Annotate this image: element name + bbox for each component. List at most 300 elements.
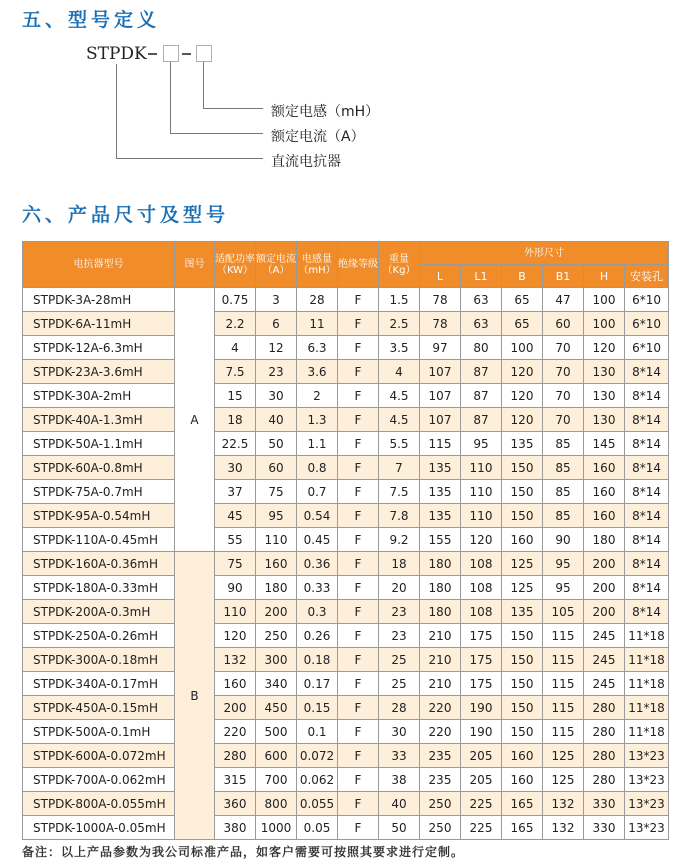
cell-inductance: 0.1 [297,720,338,744]
cell-dim-l1: 225 [461,816,502,840]
cell-power: 55 [215,528,256,552]
spec-table [22,241,669,840]
cell-dim-l1: 205 [461,744,502,768]
connector-line [170,62,171,133]
current-placeholder-box [163,45,179,62]
cell-model: STPDK-60A-0.8mH [23,456,175,480]
cell-dim-l1: 87 [461,360,502,384]
cell-inductance: 0.54 [297,504,338,528]
cell-dim-b1: 70 [543,384,584,408]
cell-dim-l1: 63 [461,312,502,336]
cell-weight: 23 [379,624,420,648]
cell-dim-h: 200 [584,552,625,576]
cell-dim-hole: 8*14 [625,576,669,600]
cell-dim-l1: 190 [461,720,502,744]
cell-model: STPDK-340A-0.17mH [23,672,175,696]
cell-power: 75 [215,552,256,576]
cell-insulation: F [338,288,379,312]
cell-dim-h: 280 [584,696,625,720]
table-row [23,648,669,672]
model-code: STPDK [86,44,147,64]
cell-weight: 25 [379,672,420,696]
cell-inductance: 0.062 [297,768,338,792]
cell-dim-h: 280 [584,744,625,768]
cell-dim-h: 200 [584,600,625,624]
cell-dim-hole: 8*14 [625,528,669,552]
cell-power: 18 [215,408,256,432]
cell-insulation: F [338,648,379,672]
connector-line [203,108,263,109]
cell-dim-l1: 80 [461,336,502,360]
cell-dim-l1: 110 [461,456,502,480]
cell-dim-l1: 175 [461,672,502,696]
cell-dim-l: 107 [420,408,461,432]
cell-weight: 28 [379,696,420,720]
cell-insulation: F [338,432,379,456]
dash-separator [182,53,191,55]
cell-dim-l1: 190 [461,696,502,720]
cell-dim-l: 78 [420,288,461,312]
table-row [23,456,669,480]
cell-dim-h: 100 [584,288,625,312]
table-row [23,720,669,744]
cell-inductance: 0.33 [297,576,338,600]
cell-current: 340 [256,672,297,696]
cell-inductance: 0.8 [297,456,338,480]
cell-dim-hole: 6*10 [625,288,669,312]
cell-dim-b1: 47 [543,288,584,312]
cell-dim-b1: 125 [543,744,584,768]
cell-dim-b: 135 [502,600,543,624]
table-row [23,744,669,768]
cell-dim-b: 165 [502,792,543,816]
cell-weight: 18 [379,552,420,576]
cell-dim-l: 135 [420,504,461,528]
cell-dim-b: 135 [502,432,543,456]
cell-inductance: 0.17 [297,672,338,696]
cell-dim-b: 120 [502,408,543,432]
cell-insulation: F [338,504,379,528]
cell-dim-l: 115 [420,432,461,456]
cell-dim-hole: 6*10 [625,336,669,360]
cell-insulation: F [338,768,379,792]
cell-weight: 7.8 [379,504,420,528]
cell-insulation: F [338,672,379,696]
cell-dim-l: 180 [420,600,461,624]
cell-weight: 20 [379,576,420,600]
table-row [23,384,669,408]
cell-power: 15 [215,384,256,408]
cell-power: 280 [215,744,256,768]
cell-dim-b1: 115 [543,624,584,648]
cell-dim-l: 180 [420,552,461,576]
cell-dim-hole: 13*23 [625,744,669,768]
cell-dim-b1: 132 [543,816,584,840]
table-row [23,552,669,576]
cell-dim-b: 165 [502,816,543,840]
cell-current: 95 [256,504,297,528]
table-row [23,528,669,552]
cell-inductance: 0.26 [297,624,338,648]
cell-dim-b: 125 [502,576,543,600]
table-row [23,360,669,384]
cell-current: 450 [256,696,297,720]
table-row [23,696,669,720]
header-figure: 图号 [175,242,215,288]
cell-insulation: F [338,408,379,432]
cell-dim-hole: 8*14 [625,600,669,624]
cell-weight: 23 [379,600,420,624]
cell-dim-l: 235 [420,744,461,768]
cell-weight: 4.5 [379,384,420,408]
cell-power: 22.5 [215,432,256,456]
cell-dim-hole: 8*14 [625,432,669,456]
cell-dim-b: 120 [502,360,543,384]
cell-dim-h: 245 [584,624,625,648]
table-row [23,768,669,792]
cell-dim-b: 100 [502,336,543,360]
cell-current: 75 [256,480,297,504]
cell-model: STPDK-95A-0.54mH [23,504,175,528]
cell-dim-l1: 108 [461,576,502,600]
cell-inductance: 0.18 [297,648,338,672]
cell-power: 110 [215,600,256,624]
cell-weight: 1.5 [379,288,420,312]
cell-dim-b1: 85 [543,480,584,504]
header-dim-b: B [502,265,543,288]
header-power: 适配功率（KW） [215,242,256,288]
cell-dim-l1: 175 [461,624,502,648]
cell-model: STPDK-6A-11mH [23,312,175,336]
cell-dim-hole: 13*23 [625,792,669,816]
cell-insulation: F [338,456,379,480]
header-dim-hole: 安装孔 [625,265,669,288]
cell-dim-b1: 70 [543,408,584,432]
cell-dim-l: 250 [420,816,461,840]
cell-insulation: F [338,816,379,840]
cell-dim-l1: 225 [461,792,502,816]
cell-power: 200 [215,696,256,720]
connector-line [116,158,263,159]
cell-dim-h: 200 [584,576,625,600]
cell-dim-b1: 85 [543,504,584,528]
cell-dim-b: 160 [502,744,543,768]
cell-dim-b1: 85 [543,432,584,456]
header-dim-b1: B1 [543,265,584,288]
cell-insulation: F [338,576,379,600]
cell-dim-l: 135 [420,456,461,480]
cell-current: 40 [256,408,297,432]
cell-model: STPDK-3A-28mH [23,288,175,312]
cell-current: 500 [256,720,297,744]
cell-dim-b: 150 [502,648,543,672]
cell-weight: 7.5 [379,480,420,504]
cell-dim-hole: 8*14 [625,384,669,408]
cell-dim-l1: 120 [461,528,502,552]
cell-dim-b1: 115 [543,672,584,696]
cell-dim-b: 150 [502,456,543,480]
header-dim-h: H [584,265,625,288]
cell-dim-b: 150 [502,720,543,744]
cell-current: 200 [256,600,297,624]
cell-dim-h: 180 [584,528,625,552]
cell-weight: 33 [379,744,420,768]
cell-dim-b: 125 [502,552,543,576]
cell-power: 7.5 [215,360,256,384]
cell-inductance: 11 [297,312,338,336]
cell-dim-l: 250 [420,792,461,816]
connector-line [170,133,263,134]
cell-dim-h: 130 [584,360,625,384]
cell-weight: 50 [379,816,420,840]
cell-current: 800 [256,792,297,816]
section-title-dimensions: 六、产品尺寸及型号 [22,204,230,226]
header-current: 额定电流（A） [256,242,297,288]
cell-dim-b: 65 [502,312,543,336]
cell-dim-l1: 87 [461,384,502,408]
cell-dim-l: 107 [420,360,461,384]
cell-dim-l1: 87 [461,408,502,432]
cell-weight: 9.2 [379,528,420,552]
cell-inductance: 0.45 [297,528,338,552]
cell-insulation: F [338,696,379,720]
cell-dim-hole: 13*23 [625,816,669,840]
cell-inductance: 0.3 [297,600,338,624]
cell-dim-l: 180 [420,576,461,600]
cell-dim-b1: 95 [543,576,584,600]
cell-insulation: F [338,600,379,624]
cell-power: 30 [215,456,256,480]
cell-insulation: F [338,360,379,384]
cell-model: STPDK-200A-0.3mH [23,600,175,624]
cell-inductance: 28 [297,288,338,312]
cell-model: STPDK-30A-2mH [23,384,175,408]
cell-weight: 2.5 [379,312,420,336]
cell-current: 3 [256,288,297,312]
connector-line [203,62,204,108]
cell-dim-l1: 205 [461,768,502,792]
cell-inductance: 0.36 [297,552,338,576]
cell-current: 23 [256,360,297,384]
cell-dim-hole: 11*18 [625,648,669,672]
cell-dim-l: 78 [420,312,461,336]
cell-dim-l1: 110 [461,480,502,504]
cell-inductance: 3.6 [297,360,338,384]
cell-dim-b1: 70 [543,360,584,384]
cell-weight: 3.5 [379,336,420,360]
cell-dim-b1: 125 [543,768,584,792]
cell-model: STPDK-1000A-0.05mH [23,816,175,840]
cell-figure-group: A [175,288,215,552]
cell-insulation: F [338,720,379,744]
cell-dim-h: 245 [584,648,625,672]
cell-current: 700 [256,768,297,792]
cell-dim-h: 160 [584,504,625,528]
cell-inductance: 1.1 [297,432,338,456]
cell-power: 132 [215,648,256,672]
cell-model: STPDK-110A-0.45mH [23,528,175,552]
cell-power: 2.2 [215,312,256,336]
cell-current: 50 [256,432,297,456]
cell-model: STPDK-700A-0.062mH [23,768,175,792]
cell-dim-h: 280 [584,768,625,792]
cell-dim-l: 210 [420,648,461,672]
cell-dim-h: 145 [584,432,625,456]
cell-dim-b1: 90 [543,528,584,552]
header-dim-l1: L1 [461,265,502,288]
cell-dim-l1: 108 [461,552,502,576]
header-weight: 重量（Kg） [379,242,420,288]
table-row [23,816,669,840]
cell-current: 160 [256,552,297,576]
cell-dim-hole: 8*14 [625,504,669,528]
cell-dim-hole: 8*14 [625,456,669,480]
cell-model: STPDK-450A-0.15mH [23,696,175,720]
cell-weight: 4.5 [379,408,420,432]
cell-dim-b1: 115 [543,696,584,720]
table-row [23,672,669,696]
cell-dim-h: 130 [584,384,625,408]
cell-dim-b: 65 [502,288,543,312]
section-title-model-definition: 五、型号定义 [22,9,161,31]
cell-inductance: 0.15 [297,696,338,720]
cell-inductance: 0.072 [297,744,338,768]
label-dc-reactor: 直流电抗器 [271,154,341,170]
cell-dim-b: 150 [502,480,543,504]
table-row [23,600,669,624]
cell-inductance: 0.05 [297,816,338,840]
cell-model: STPDK-75A-0.7mH [23,480,175,504]
cell-dim-l: 235 [420,768,461,792]
cell-power: 315 [215,768,256,792]
cell-dim-l: 210 [420,624,461,648]
cell-current: 6 [256,312,297,336]
cell-power: 120 [215,624,256,648]
spec-table-body [23,288,669,840]
cell-dim-l: 107 [420,384,461,408]
cell-dim-hole: 11*18 [625,672,669,696]
cell-power: 37 [215,480,256,504]
cell-dim-hole: 11*18 [625,720,669,744]
cell-insulation: F [338,744,379,768]
cell-dim-l: 155 [420,528,461,552]
cell-model: STPDK-23A-3.6mH [23,360,175,384]
table-row [23,408,669,432]
cell-dim-l1: 95 [461,432,502,456]
cell-dim-h: 245 [584,672,625,696]
cell-dim-l: 220 [420,720,461,744]
header-inductance: 电感量（mH） [297,242,338,288]
cell-dim-h: 130 [584,408,625,432]
cell-insulation: F [338,312,379,336]
cell-power: 0.75 [215,288,256,312]
cell-dim-l: 135 [420,480,461,504]
cell-dim-hole: 11*18 [625,624,669,648]
cell-dim-b: 150 [502,504,543,528]
dash-separator [148,53,157,55]
cell-dim-hole: 13*23 [625,768,669,792]
table-row [23,792,669,816]
connector-line [116,64,117,158]
cell-weight: 4 [379,360,420,384]
cell-dim-h: 120 [584,336,625,360]
cell-model: STPDK-800A-0.055mH [23,792,175,816]
cell-model: STPDK-12A-6.3mH [23,336,175,360]
cell-model: STPDK-50A-1.1mH [23,432,175,456]
cell-current: 30 [256,384,297,408]
cell-dim-b1: 115 [543,648,584,672]
cell-insulation: F [338,624,379,648]
cell-weight: 30 [379,720,420,744]
table-row [23,504,669,528]
cell-dim-b1: 60 [543,312,584,336]
cell-current: 180 [256,576,297,600]
cell-weight: 40 [379,792,420,816]
cell-dim-hole: 8*14 [625,360,669,384]
cell-current: 60 [256,456,297,480]
table-row [23,432,669,456]
cell-dim-hole: 8*14 [625,552,669,576]
cell-power: 45 [215,504,256,528]
cell-insulation: F [338,792,379,816]
cell-dim-l1: 63 [461,288,502,312]
header-insulation: 绝缘等级 [338,242,379,288]
cell-dim-h: 330 [584,816,625,840]
cell-current: 250 [256,624,297,648]
label-rated-inductance: 额定电感（mH） [271,104,380,120]
cell-dim-l: 97 [420,336,461,360]
cell-weight: 25 [379,648,420,672]
cell-insulation: F [338,480,379,504]
cell-current: 600 [256,744,297,768]
cell-dim-b1: 85 [543,456,584,480]
header-dimensions: 外形尺寸 [420,242,669,265]
cell-weight: 5.5 [379,432,420,456]
cell-insulation: F [338,384,379,408]
table-row [23,576,669,600]
cell-dim-h: 280 [584,720,625,744]
cell-dim-hole: 6*10 [625,312,669,336]
cell-dim-l1: 108 [461,600,502,624]
cell-inductance: 2 [297,384,338,408]
footnote: 备注：以上产品参数为我公司标准产品，如客户需要可按照其要求进行定制。 [22,845,465,859]
cell-model: STPDK-250A-0.26mH [23,624,175,648]
cell-dim-b: 120 [502,384,543,408]
table-row [23,288,669,312]
cell-power: 90 [215,576,256,600]
cell-power: 360 [215,792,256,816]
cell-figure-group: B [175,552,215,840]
cell-dim-b: 150 [502,696,543,720]
cell-model: STPDK-500A-0.1mH [23,720,175,744]
cell-model: STPDK-40A-1.3mH [23,408,175,432]
header-dim-l: L [420,265,461,288]
cell-dim-h: 100 [584,312,625,336]
cell-dim-h: 160 [584,480,625,504]
cell-dim-l: 220 [420,696,461,720]
cell-dim-b: 150 [502,624,543,648]
cell-dim-hole: 8*14 [625,480,669,504]
inductance-placeholder-box [196,45,212,62]
cell-dim-b1: 105 [543,600,584,624]
cell-dim-hole: 8*14 [625,408,669,432]
cell-dim-b1: 115 [543,720,584,744]
label-rated-current: 额定电流（A） [271,129,365,145]
cell-dim-b1: 95 [543,552,584,576]
cell-model: STPDK-180A-0.33mH [23,576,175,600]
cell-dim-l: 210 [420,672,461,696]
cell-dim-b: 150 [502,672,543,696]
